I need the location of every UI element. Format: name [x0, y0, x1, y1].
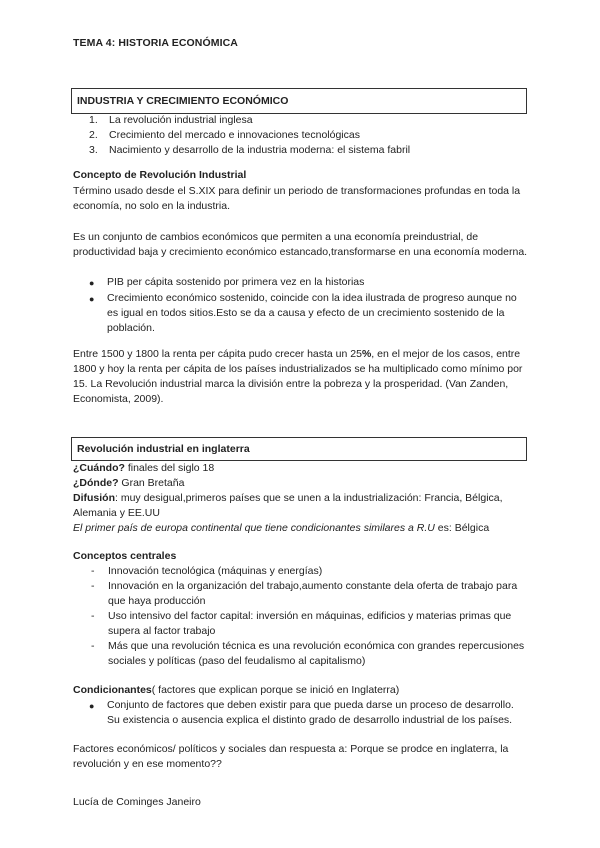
concept-paragraph: Término usado desde el S.XIX para definir un periodo de transformaciones profundas en toda la economía, no solo en la industria. — [73, 185, 521, 212]
list-item: ● Conjunto de factores que deben existir para que pueda darse un proceso de desarrollo. Su existencia o ausencia explica el distinto grado de desarrollo industrial de los países. — [89, 699, 514, 726]
section-title-box — [71, 437, 527, 461]
list-item: 2. Crecimiento del mercado e innovaciones tecnológicas — [89, 129, 360, 141]
document-title: TEMA 4: HISTORIA ECONÓMICA — [73, 37, 238, 49]
dash-icon: - — [91, 580, 95, 592]
dash-icon: - — [91, 610, 95, 622]
bullet-icon: ● — [89, 278, 95, 288]
bullet-list — [89, 275, 529, 336]
factors-paragraph: Factores económicos/ políticos y sociales dan respuesta a: Porque se prodce en inglaterra, la revolución y en ese momento?? — [73, 743, 509, 770]
list-item: - Más que una revolución técnica es una revolución económica con grandes repercusiones sociales y políticas (paso del feudalismo al capitalismo) — [91, 640, 525, 667]
section-title: INDUSTRIA Y CRECIMIENTO ECONÓMICO — [77, 95, 289, 107]
section-title: Revolución industrial en inglaterra — [77, 443, 250, 455]
when-line: ¿Cuándo? finales del siglo 18 — [73, 462, 215, 474]
concept-heading: Concepto de Revolución Industrial — [73, 169, 247, 181]
bullet-icon: ● — [89, 294, 95, 304]
income-paragraph: Entre 1500 y 1800 la renta per cápita pudo crecer hasta un 25%, en el mejor de los casos, entre 1800 y hoy la renta per cápita de los países industrializados se ha multiplicado como mínimo por 15. La Revolución industrial marca la división entre la pobreza y la prosperidad. (Van Zanden, Economista, 2009). — [73, 348, 523, 405]
dash-icon: - — [91, 640, 95, 652]
conditions-bullets — [89, 698, 529, 728]
diffusion-paragraph: Difusión: muy desigual,primeros países que se unen a la industrialización: Francia, Bélgica, Alemania y EE.UU — [73, 492, 503, 519]
list-item: - Innovación tecnológica (máquinas y energías) — [91, 565, 323, 577]
list-item: 3. Nacimiento y desarrollo de la industria moderna: el sistema fabril — [89, 144, 411, 156]
bullet-icon: ● — [89, 701, 95, 711]
topic-list — [89, 113, 410, 158]
concepts-heading: Conceptos centrales — [73, 550, 177, 562]
list-item: 1. La revolución industrial inglesa — [89, 114, 253, 126]
belgium-line: El primer país de europa continental que tiene condicionantes similares a R.U es: Bélgica — [73, 522, 490, 534]
author-footer: Lucía de Cominges Janeiro — [73, 796, 201, 808]
list-item: - Uso intensivo del factor capital: inversión en máquinas, edificios y materias primas que supera al factor trabajo — [91, 610, 512, 637]
section-title-box — [71, 88, 527, 114]
list-item: ● Crecimiento económico sostenido, coincide con la idea ilustrada de progreso aunque no es igual en todos sitios.Esto se da a causa y efecto de un crecimiento sostenido de la población. — [89, 292, 517, 334]
concepts-list — [91, 564, 531, 669]
list-item: ● PIB per cápita sostenido por primera vez en la historias — [89, 275, 529, 291]
where-line: ¿Dónde? Gran Bretaña — [73, 477, 185, 489]
conditions-line: Condicionantes( factores que explican porque se inició en Inglaterra) — [73, 684, 400, 696]
dash-icon: - — [91, 565, 95, 577]
list-item: - Innovación en la organización del trabajo,aumento constante dela oferta de trabajo para que haya producción — [91, 580, 518, 607]
definition-paragraph: Es un conjunto de cambios económicos que permiten a una economía preindustrial, de productividad baja y crecimiento económico estancado,transformarse en una economía moderna. — [73, 231, 528, 258]
